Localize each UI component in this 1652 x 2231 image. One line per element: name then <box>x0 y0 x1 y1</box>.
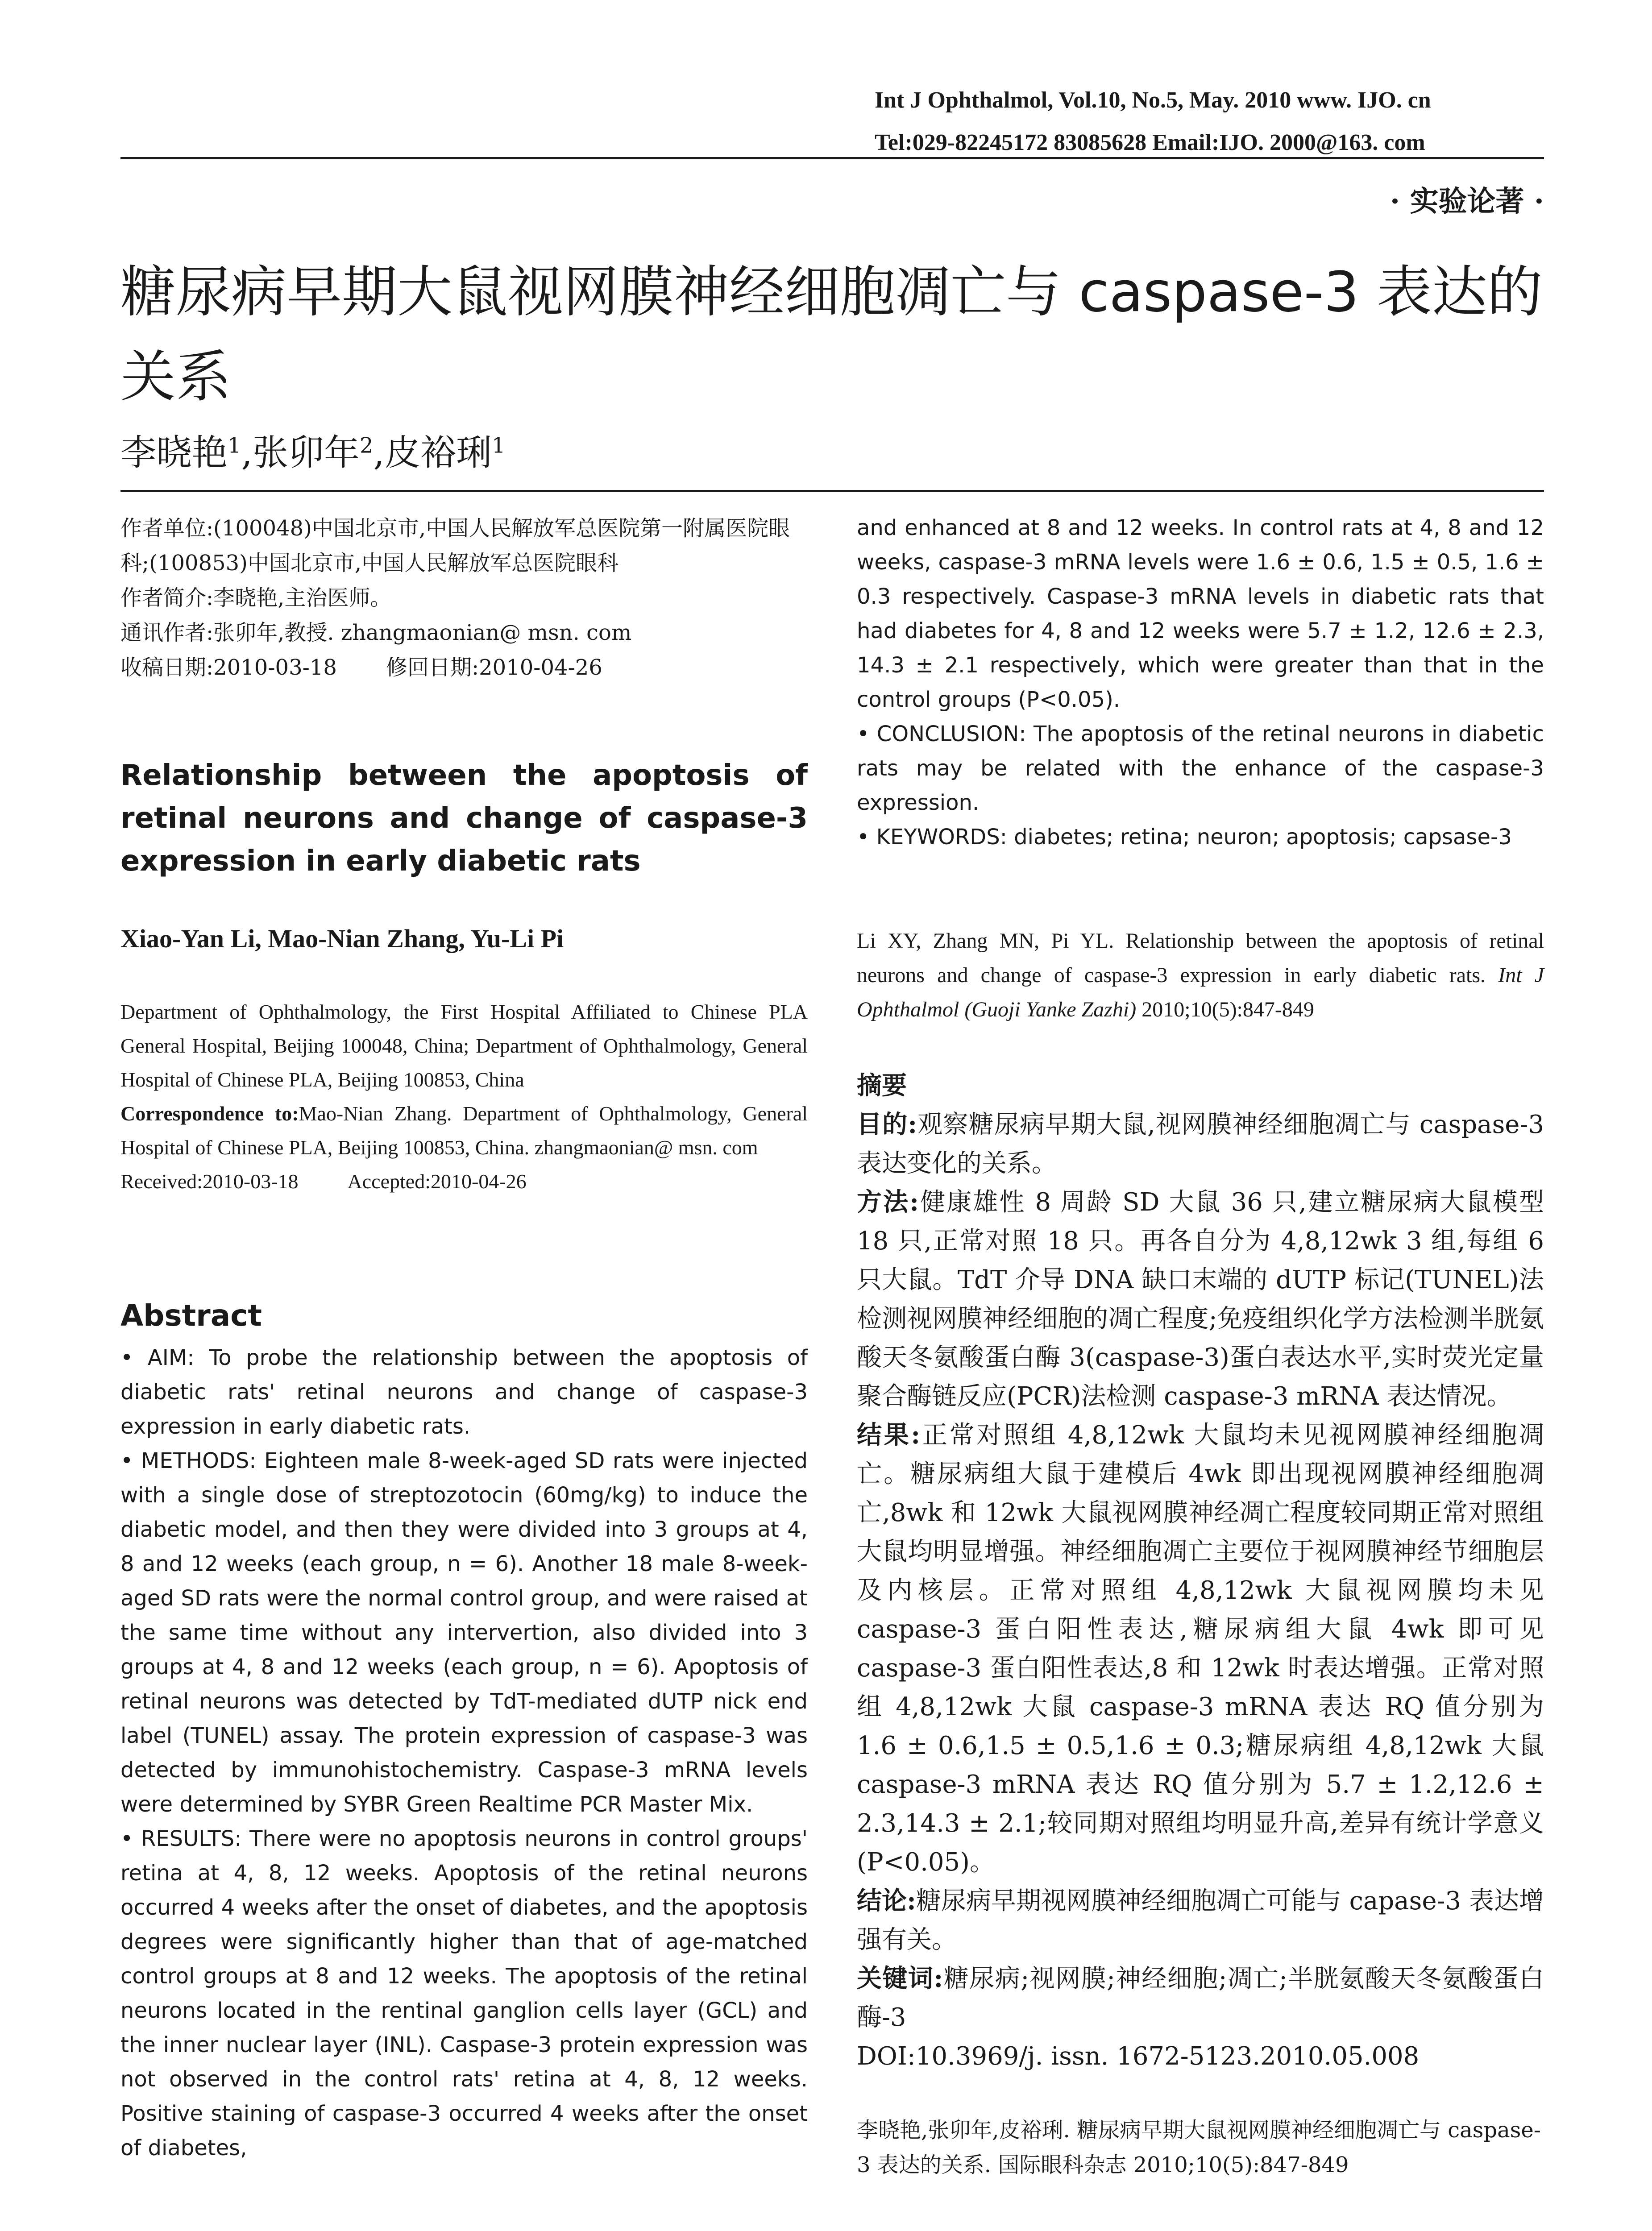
english-title: Relationship between the apoptosis of retinal neurons and change of caspase-3 expression in early diabetic rats <box>120 759 808 878</box>
cn-aim-label: 目的: <box>857 1110 917 1139</box>
section-tag: · 实验论著 · <box>1390 185 1544 218</box>
cn-methods-label: 方法: <box>857 1187 919 1217</box>
english-correspondence <box>120 1097 808 1165</box>
cn-received-date: 收稿日期:2010-03-18 <box>120 655 337 680</box>
abstract-conclusion <box>857 717 1544 820</box>
cn-keywords-label: 关键词: <box>857 1964 943 1993</box>
abstract-heading: Abstract <box>120 1298 262 1333</box>
keywords-text: diabetes; retina; neuron; apoptosis; capsase-3 <box>1014 825 1512 850</box>
cn-author-intro: 作者简介:李晓艳,主治医师。 <box>120 585 392 610</box>
english-author-list: Xiao-Yan Li, Mao-Nian Zhang, Yu-Li Pi <box>120 924 564 953</box>
cn-conclusion <box>857 1882 1544 1959</box>
author-list <box>120 424 1013 475</box>
cn-aim-text: 观察糖尿病早期大鼠,视网膜神经细胞凋亡与 caspase-3 表达变化的关系。 <box>857 1110 1544 1178</box>
header-rule <box>120 157 1544 159</box>
citation-tail: 2010;10(5):847-849 <box>1136 998 1314 1021</box>
author-name: 李晓艳 <box>120 432 228 473</box>
abstract-right-column <box>857 511 1544 854</box>
cn-results <box>857 1416 1544 1882</box>
aim-text: To probe the relationship between the apoptosis of diabetic rats' retinal neurons and change of caspase-3 expression in early diabetic rats. <box>120 1345 808 1439</box>
english-affiliation-block <box>120 995 808 1198</box>
author-separator: , <box>241 432 253 473</box>
english-affiliation: Department of Ophthalmology, the First Hospital Affiliated to Chinese PLA General Hospital, Beijing 100048, China; Department of Ophthalmology, General Hospital of Chinese PLA, Beijing 100853, China <box>120 1000 808 1091</box>
methods-text: Eighteen male 8-week-aged SD rats were injected with a single dose of streptozotocin (60mg/kg) to induce the diabetic model, and then they were divided into 3 groups at 4, 8 and 12 weeks (each group, n = 6). Another 18 male 8-week-aged SD rats were the normal control group, and were raised at the same time without any intervertion, also divided into 3 groups at 4, 8 and 12 weeks (each group, n = 6). Apoptosis of retinal neurons was detected by TdT-mediated dUTP nick end label (TUNEL) assay. The protein expression of caspase-3 was detected by immunohistochemistry. Caspase-3 mRNA levels were determined by SYBR Green Realtime PCR Master Mix. <box>120 1448 808 1817</box>
author-affil-mark: 1 <box>491 433 506 458</box>
journal-contact-line: Tel:029-82245172 83085628 Email:IJO. 2000@163. com <box>875 130 1425 155</box>
accepted-date: Accepted:2010-04-26 <box>347 1170 527 1193</box>
page-title: 糖尿病早期大鼠视网膜神经细胞凋亡与 caspase-3 表达的关系 <box>120 260 1543 409</box>
received-date: Received:2010-03-18 <box>120 1170 299 1193</box>
cn-affiliation: 作者单位:(100048)中国北京市,中国人民解放军总医院第一附属医院眼科;(100853)中国北京市,中国人民解放军总医院眼科 <box>120 516 790 576</box>
english-dates <box>120 1165 808 1198</box>
english-citation <box>857 924 1544 1027</box>
abstract-keywords <box>857 820 1544 854</box>
chinese-citation: 李晓艳,张卯年,皮裕琍. 糖尿病早期大鼠视网膜神经细胞凋亡与 caspase-3 表达的关系. 国际眼科杂志 2010;10(5):847-849 <box>857 2118 1541 2177</box>
abstract-left-column <box>120 1341 808 2165</box>
cn-methods <box>857 1183 1544 1416</box>
cn-dates <box>120 650 808 685</box>
author-name: 张卯年 <box>252 432 360 473</box>
aim-label: • AIM: <box>120 1345 195 1370</box>
cn-keywords-text: 糖尿病;视网膜;神经细胞;凋亡;半胱氨酸天冬氨酸蛋白酶-3 <box>857 1964 1544 2032</box>
abstract-results <box>120 1822 808 2165</box>
citation-journal: Int J Ophthalmol (Guoji Yanke Zazhi) <box>857 963 1544 1021</box>
cn-methods-text: 健康雄性 8 周龄 SD 大鼠 36 只,建立糖尿病大鼠模型 18 只,正常对照 18 只。再各自分为 4,8,12wk 3 组,每组 6 只大鼠。TdT 介导 DNA 缺口末端的 dUTP 标记(TUNEL)法检测视网膜神经细胞的凋亡程度;免疫组织化学方法检测半胱氨酸天冬氨酸蛋白酶 3(caspase-3)蛋白表达水平,实时荧光定量聚合酶链反应(PCR)法检测 caspase-3 mRNA 表达情况。 <box>857 1188 1544 1411</box>
cn-revised-date: 修回日期:2010-04-26 <box>386 655 602 680</box>
cn-results-text: 正常对照组 4,8,12wk 大鼠均未见视网膜神经细胞凋亡。糖尿病组大鼠于建模后 4wk 即出现视网膜神经细胞凋亡,8wk 和 12wk 大鼠视网膜神经凋亡程度较同期正常对照组大鼠均明显增强。神经细胞凋亡主要位于视网膜神经节细胞层及内核层。正常对照组 4,8,12wk 大鼠视网膜均未见 caspase-3 蛋白阳性表达,糖尿病组大鼠 4wk 即可见 caspase-3 蛋白阳性表达,8 和 12wk 时表达增强。正常对照组 4,8,12wk 大鼠 caspase-3 mRNA 表达 RQ 值分别为 1.6 ± 0.6,1.5 ± 0.5,1.6 ± 0.3;糖尿病组 4,8,12wk 大鼠 caspase-3 mRNA 表达 RQ 值分别为 5.7 ± 1.2,12.6 ± 2.3,14.3 ± 2.1;较同期对照组均明显升高,差异有统计学意义(P<0.05)。 <box>857 1421 1544 1877</box>
author-affil-mark: 1 <box>228 433 241 458</box>
cn-conclusion-label: 结论: <box>857 1886 916 1916</box>
results-label: • RESULTS: <box>120 1826 242 1851</box>
cn-results-label: 结果: <box>857 1420 921 1450</box>
correspondence-text: Mao-Nian Zhang. Department of Ophthalmology, General Hospital of Chinese PLA, Beijing 100853, China. zhangmaonian@ msn. com <box>120 1102 808 1159</box>
conclusion-label: • CONCLUSION: <box>857 722 1026 746</box>
conclusion-text: The apoptosis of the retinal neurons in diabetic rats may be related with the enhance of the caspase-3 expression. <box>857 722 1544 815</box>
doi: DOI:10.3969/j. issn. 1672-5123.2010.05.008 <box>857 2042 1420 2071</box>
chinese-abstract-heading: 摘要 <box>857 1071 907 1100</box>
abstract-methods <box>120 1444 808 1822</box>
keywords-label: • KEYWORDS: <box>857 825 1007 850</box>
author-separator: , <box>373 432 385 473</box>
abstract-aim <box>120 1341 808 1444</box>
correspondence-label: Correspondence to: <box>120 1102 299 1125</box>
results-text: There were no apoptosis neurons in control groups' retina at 4, 8, 12 weeks. Apoptosis of the retinal neurons occurred 4 weeks after the onset of diabetes, and the apoptosis degrees were significantly higher than that of age-matched control groups at 8 and 12 weeks. The apoptosis of the retinal neurons located in the rentinal ganglion cells layer (GCL) and the inner nuclear layer (INL). Caspase-3 protein expression was not observed in the control rats' retina at 4, 8, 12 weeks. Positive staining of caspase-3 occurred 4 weeks after the onset of diabetes, <box>120 1826 808 2161</box>
title-rule <box>120 490 1544 492</box>
citation-text: Li XY, Zhang MN, Pi YL. Relationship between the apoptosis of retinal neurons and change of caspase-3 expression in early diabetic rats. <box>857 929 1544 987</box>
cn-correspondence: 通讯作者:张卯年,教授. zhangmaonian@ msn. com <box>120 620 632 645</box>
cn-author-info <box>120 511 808 685</box>
methods-label: • METHODS: <box>120 1448 257 1473</box>
author-name: 皮裕琍 <box>384 432 492 473</box>
abstract-results-continued: and enhanced at 8 and 12 weeks. In control rats at 4, 8 and 12 weeks, caspase-3 mRNA levels were 1.6 ± 0.6, 1.5 ± 0.5, 1.6 ± 0.3 respectively. Caspase-3 mRNA levels in diabetic rats that had diabetes for 4, 8 and 12 weeks were 5.7 ± 1.2, 12.6 ± 2.3, 14.3 ± 2.1 respectively, which were greater than that in the control groups (P<0.05). <box>857 515 1544 712</box>
author-affil-mark: 2 <box>359 433 374 458</box>
chinese-abstract <box>857 1066 1544 2076</box>
cn-aim <box>857 1105 1544 1183</box>
cn-conclusion-text: 糖尿病早期视网膜神经细胞凋亡可能与 capase-3 表达增强有关。 <box>857 1887 1544 1954</box>
cn-keywords <box>857 1959 1544 2037</box>
journal-info-line: Int J Ophthalmol, Vol.10, No.5, May. 2010 www. IJO. cn <box>875 87 1431 113</box>
